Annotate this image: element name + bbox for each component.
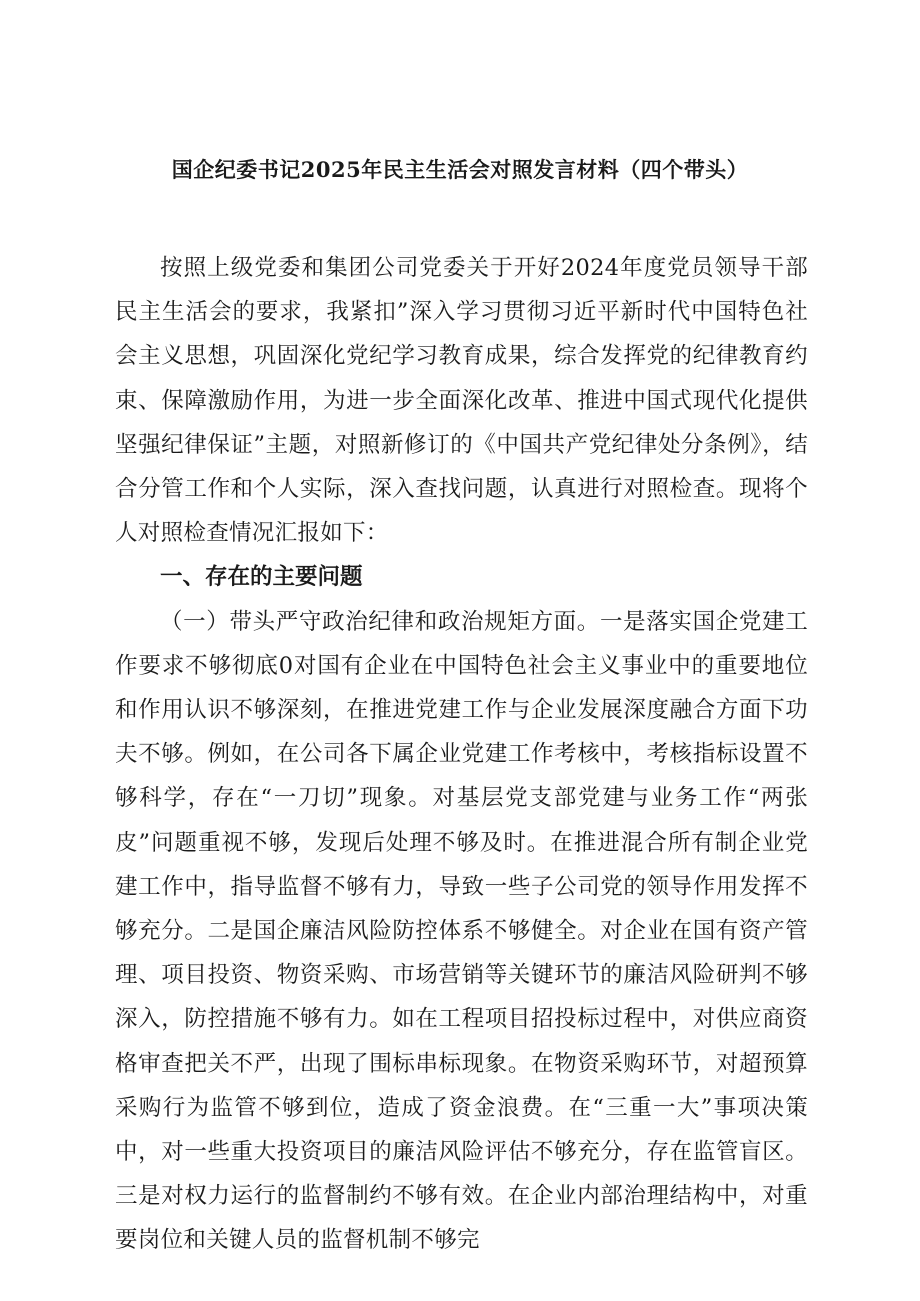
section-paragraph: （一）带头严守政治纪律和政治规矩方面。一是落实国企党建工作要求不够彻底0对国有企业在中国特色社会主义事业中的重要地位和作用认识不够深刻，在推进党建工作与企业发展深度融合方面下功夫不够。例如，在公司各下属企业党建工作考核中，考核指标设置不够科学，存在“一刀切”现象。对基层党支部党建与业务工作“两张皮”问题重视不够，发现后处理不够及时。在推进混合所有制企业党建工作中，指导监督不够有力，导致一些子公司党的领导作用发挥不够充分。二是国企廉洁风险防控体系不够健全。对企业在国有资产管理、项目投资、物资采购、市场营销等关键环节的廉洁风险研判不够深入，防控措施不够有力。如在工程项目招投标过程中，对供应商资格审查把关不严，出现了围标串标现象。在物资采购环节，对超预算采购行为监管不够到位，造成了资金浪费。在“三重一大”事项决策中，对一些重大投资项目的廉洁风险评估不够充分，存在监管盲区。三是对权力运行的监督制约不够有效。在企业内部治理结构中，对重要岗位和关键人员的监督机制不够完 <box>115 608 808 1254</box>
section-heading: 一、存在的主要问题 <box>160 564 363 591</box>
document-title: 国企纪委书记2025年民主生活会对照发言材料（四个带头） <box>171 157 749 182</box>
document-body <box>115 246 808 1263</box>
intro-paragraph: 按照上级党委和集团公司党委关于开好2024年度党员领导干部民主生活会的要求，我紧扣”深入学习贯彻习近平新时代中国特色社会主义思想，巩固深化党纪学习教育成果，综合发挥党的纪律教育约束、保障激励作用，为进一步全面深化改革、推进中国式现代化提供坚强纪律保证”主题，对照新修订的《中国共产党纪律处分条例》，结合分管工作和个人实际，深入查找问题，认真进行对照检查。现将个人对照检查情况汇报如下： <box>115 255 808 547</box>
